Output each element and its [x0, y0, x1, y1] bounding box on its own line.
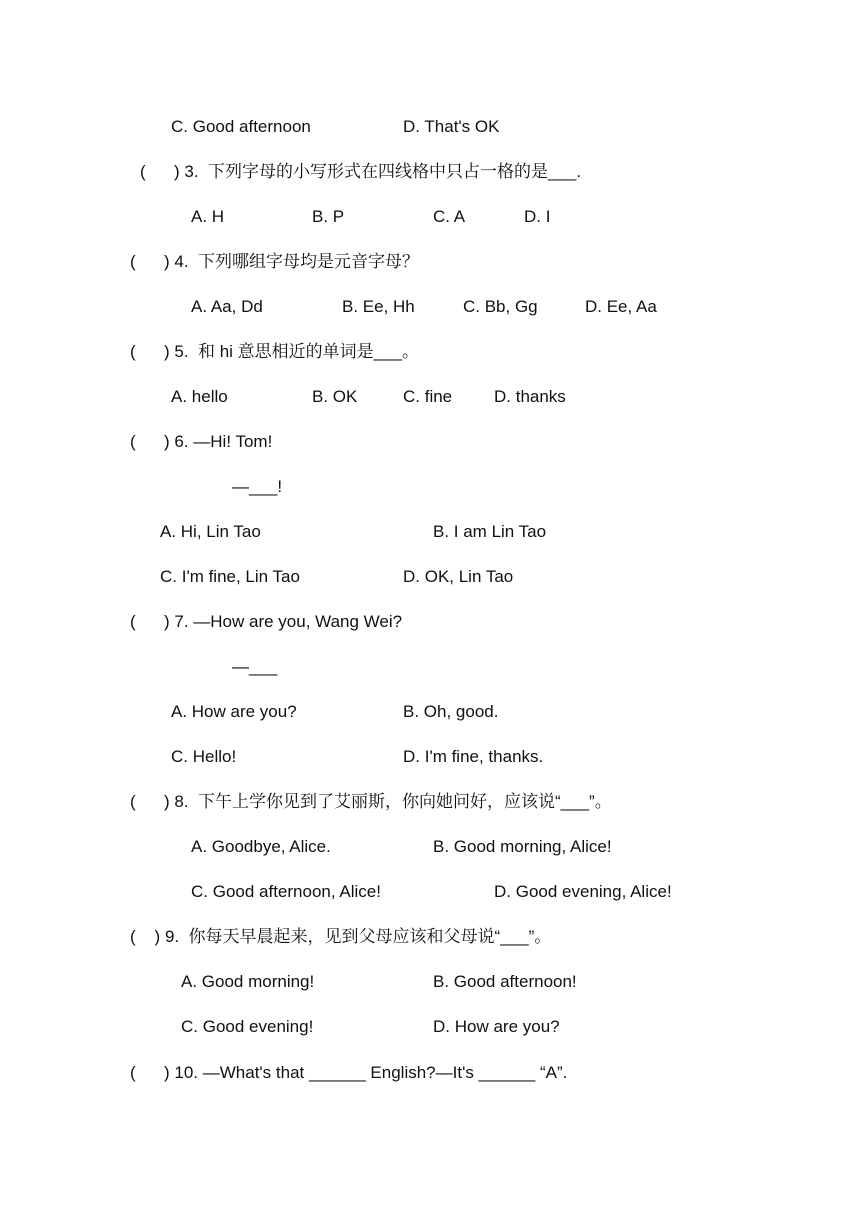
- q9-prompt: ( ) 9. 你每天早晨起来，见到父母应该和父母说“___”。: [130, 927, 552, 946]
- q5-option-c: C. fine: [403, 387, 453, 406]
- q3-option-d: D. I: [524, 207, 551, 226]
- q3-option-c: C. A: [433, 207, 466, 226]
- q9-option-c: C. Good evening!: [181, 1017, 314, 1036]
- q8-option-c: C. Good afternoon, Alice!: [191, 882, 381, 901]
- q8-option-a: A. Goodbye, Alice.: [191, 837, 331, 856]
- q8-prompt: ( ) 8. 下午上学你见到了艾丽斯，你向她问好，应该说“___”。: [130, 792, 612, 811]
- q7-option-b: B. Oh, good.: [403, 702, 499, 721]
- q4-option-a: A. Aa, Dd: [191, 297, 263, 316]
- q4-option-c: C. Bb, Gg: [463, 297, 538, 316]
- q9-option-b: B. Good afternoon!: [433, 972, 577, 991]
- q7-option-a: A. How are you?: [171, 702, 297, 721]
- q7-option-d: D. I'm fine, thanks.: [403, 747, 544, 766]
- q3-prompt: ( ) 3. 下列字母的小写形式在四线格中只占一格的是___.: [140, 162, 582, 181]
- q7-option-c: C. Hello!: [171, 747, 237, 766]
- q6-prompt: ( ) 6. —Hi! Tom!: [130, 432, 273, 451]
- q5-option-d: D. thanks: [494, 387, 566, 406]
- q5-prompt: ( ) 5. 和 hi 意思相近的单词是___。: [130, 342, 420, 361]
- q2-option-c: C. Good afternoon: [171, 117, 311, 136]
- q6-option-b: B. I am Lin Tao: [433, 522, 547, 541]
- q8-option-b: B. Good morning, Alice!: [433, 837, 612, 856]
- q9-option-d: D. How are you?: [433, 1017, 560, 1036]
- q2-option-d: D. That's OK: [403, 117, 500, 136]
- q10-prompt: ( ) 10. —What's that ______ English?—It's ______ “A”.: [130, 1063, 568, 1082]
- q7-prompt: ( ) 7. —How are you, Wang Wei?: [130, 612, 403, 631]
- q8-option-d: D. Good evening, Alice!: [494, 882, 672, 901]
- q4-prompt: ( ) 4. 下列哪组字母均是元音字母？: [130, 252, 420, 271]
- q5-option-b: B. OK: [312, 387, 358, 406]
- q4-option-d: D. Ee, Aa: [585, 297, 657, 316]
- q3-option-b: B. P: [312, 207, 345, 226]
- q3-option-a: A. H: [191, 207, 225, 226]
- q6-option-a: A. Hi, Lin Tao: [160, 522, 261, 541]
- q7-answer-line: —___: [232, 657, 278, 676]
- q5-option-a: A. hello: [171, 387, 228, 406]
- q6-option-c: C. I'm fine, Lin Tao: [160, 567, 300, 586]
- q6-option-d: D. OK, Lin Tao: [403, 567, 514, 586]
- q4-option-b: B. Ee, Hh: [342, 297, 415, 316]
- q6-answer-line: —___!: [232, 477, 283, 496]
- q9-option-a: A. Good morning!: [181, 972, 315, 991]
